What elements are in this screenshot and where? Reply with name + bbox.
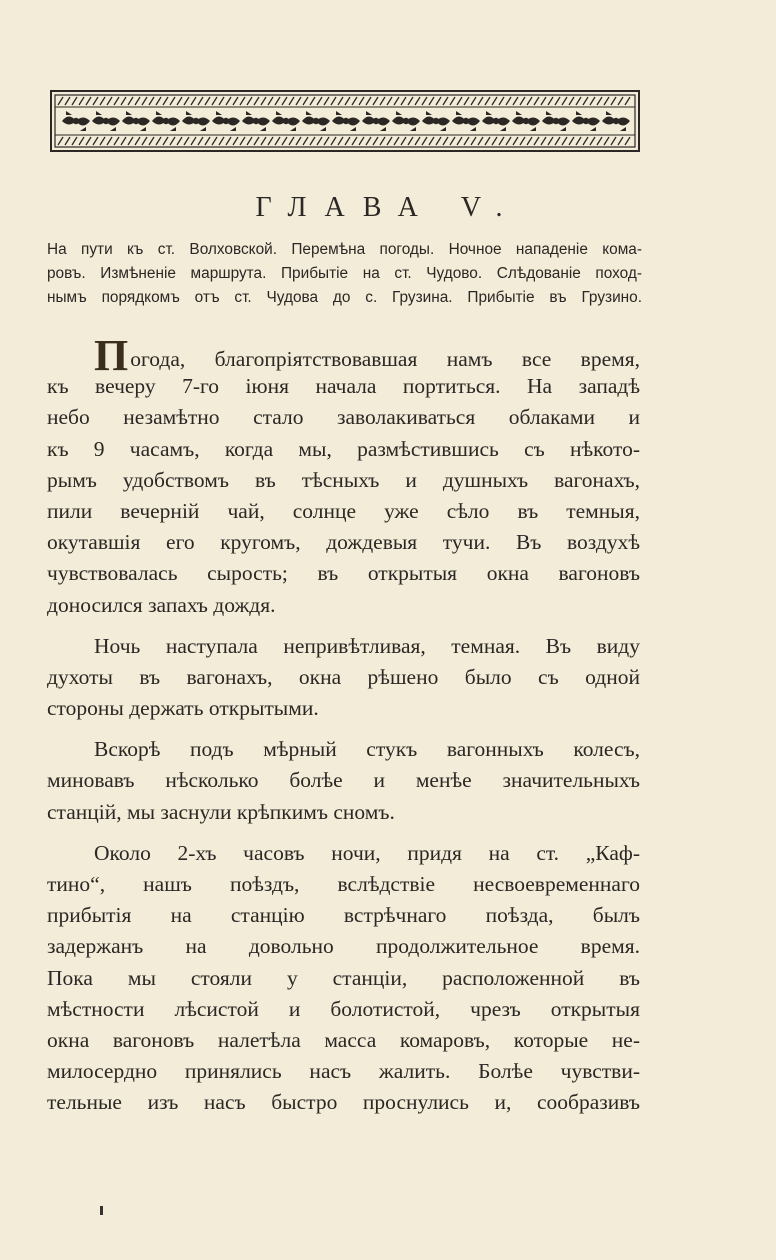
text-line: Вскорѣ подъ мѣрный стукъ вагонныхъ колесъ, <box>94 737 640 762</box>
chapter-summary <box>47 238 642 310</box>
text-line: къ 9 часамъ, когда мы, размѣстившись съ нѣкото- <box>47 436 640 461</box>
text-line: милосердно принялись насъ жалить. Болѣе чувстви- <box>47 1059 640 1084</box>
text-line: задержанъ на довольно продолжительное время. <box>47 934 640 959</box>
paragraph-1 <box>47 331 640 621</box>
text-line: стороны держать открытыми. <box>47 696 319 721</box>
text-line: духоты въ вагонахъ, окна рѣшено было съ одной <box>47 664 640 689</box>
text-line: тельные изъ насъ быстро проснулись и, сообразивъ <box>47 1090 640 1115</box>
chapter-title: ГЛАВА V. <box>255 192 521 223</box>
paragraph-4 <box>47 838 640 1119</box>
text-line: огода, благопріятствовавшая намъ все время, <box>130 347 640 371</box>
ink-mark <box>100 1206 103 1215</box>
chapter-body <box>47 331 640 1129</box>
text-line: пили вечерній чай, солнце уже сѣло въ темныя, <box>47 498 640 523</box>
text-line: мѣстности лѣсистой и болотистой, чрезъ открытыя <box>47 996 640 1021</box>
text-line: станцій, мы заснули крѣпкимъ сномъ. <box>47 799 395 824</box>
summary-line: нымъ порядкомъ отъ ст. Чудова до с. Грузина. Прибытіе въ Грузино. <box>47 289 642 306</box>
text-line: миновавъ нѣсколько болѣе и менѣе значительныхъ <box>47 768 640 793</box>
text-line: окутавшія его кругомъ, дождевыя тучи. Въ воздухѣ <box>47 530 640 555</box>
summary-line: ровъ. Измѣненіе маршрута. Прибытіе на ст. Чудово. Слѣдованіе поход- <box>47 265 642 282</box>
text-line: чувствовалась сырость; въ открытыя окна вагоновъ <box>47 561 640 586</box>
text-line: прибытія на станцію встрѣчнаго поѣзда, былъ <box>47 903 640 928</box>
drop-cap: П <box>94 331 129 380</box>
summary-line: На пути къ ст. Волховской. Перемѣна погоды. Ночное нападеніе кома- <box>47 241 642 258</box>
paragraph-2 <box>47 631 640 725</box>
text-line: Ночь наступала непривѣтливая, темная. Въ виду <box>94 633 640 658</box>
text-line: тино“, нашъ поѣздъ, вслѣдствіе несвоевременнаго <box>47 872 640 896</box>
text-line: небо незамѣтно стало заволакиваться облаками и <box>47 405 640 430</box>
text-line: къ вечеру 7-го іюня начала портиться. На западѣ <box>47 374 640 399</box>
text-line: Пока мы стояли у станціи, расположенной въ <box>47 965 640 990</box>
paragraph-3 <box>47 734 640 828</box>
text-line: окна вагоновъ налетѣла масса комаровъ, которые не- <box>47 1027 640 1052</box>
text-line: Около 2-хъ часовъ ночи, придя на ст. „Каф- <box>94 840 640 865</box>
ornamental-header-band <box>50 90 640 152</box>
text-line: рымъ удобствомъ въ тѣсныхъ и душныхъ вагонахъ, <box>47 467 640 492</box>
text-line: доносился запахъ дождя. <box>47 592 276 617</box>
